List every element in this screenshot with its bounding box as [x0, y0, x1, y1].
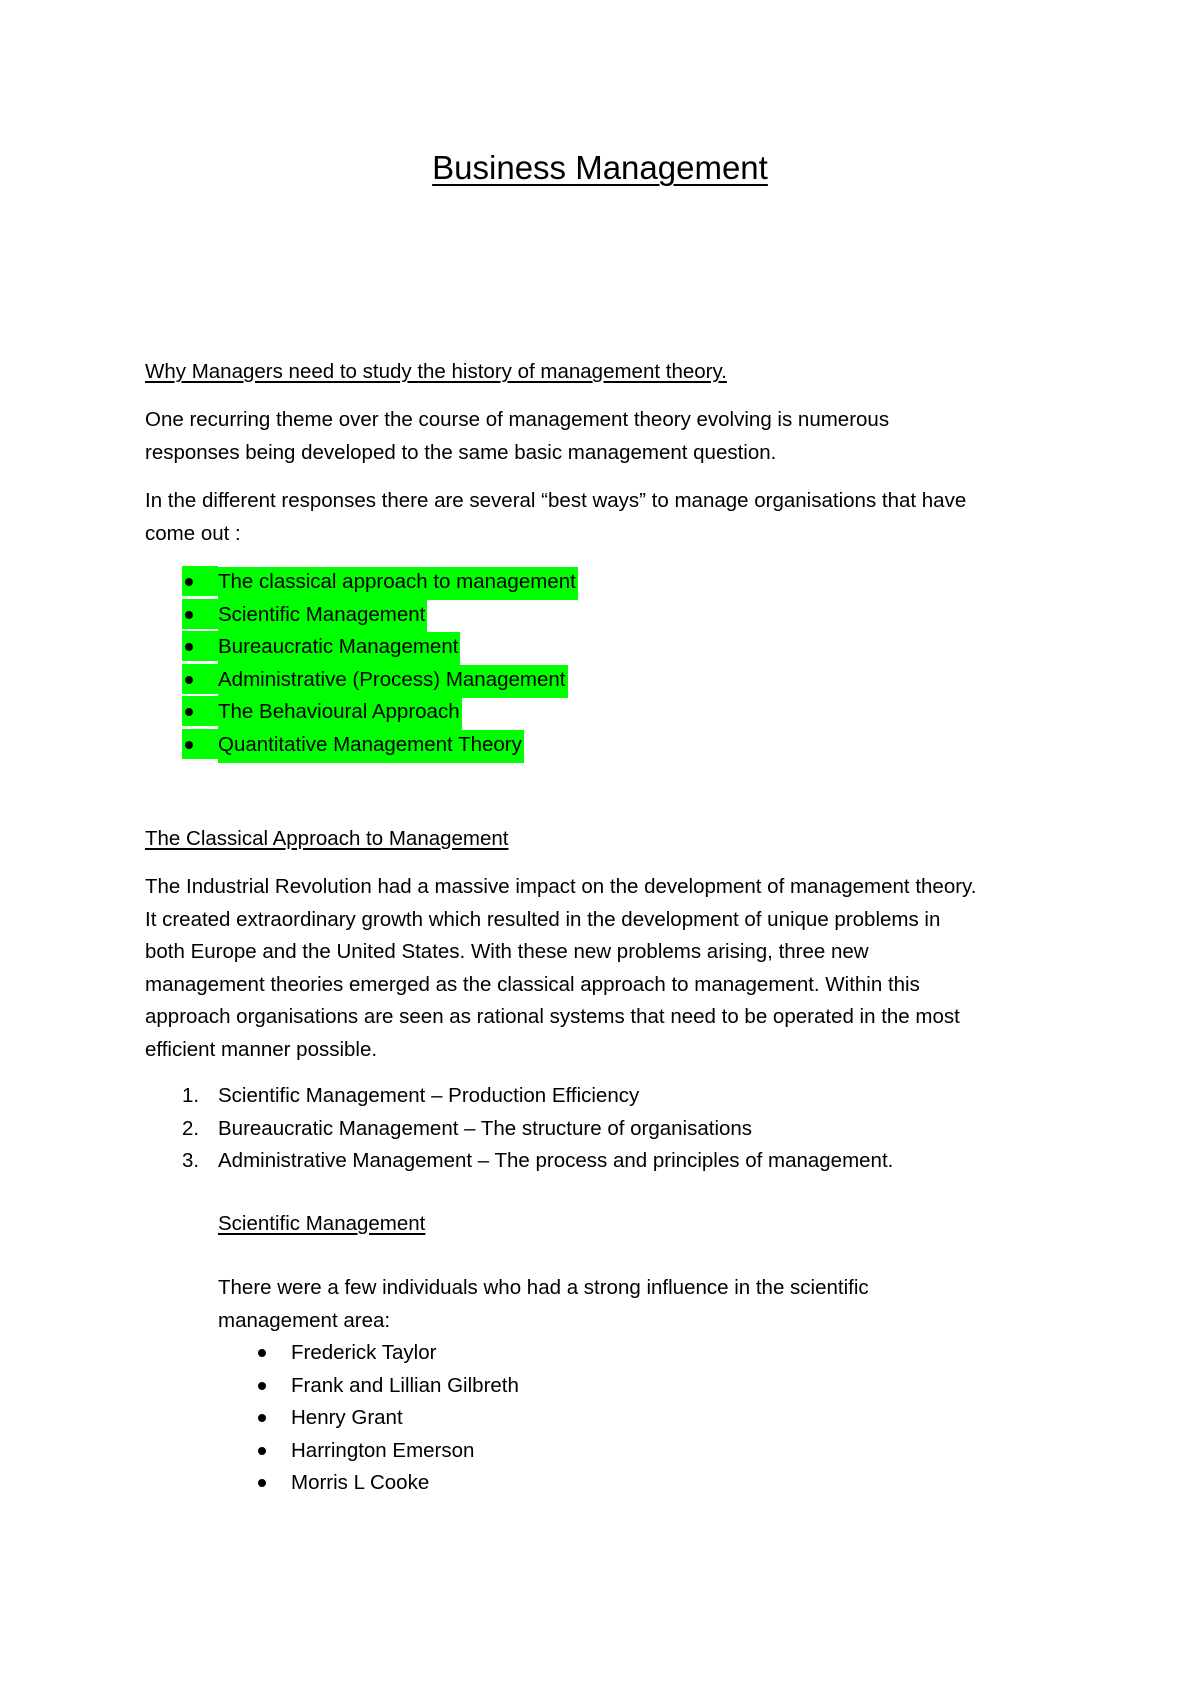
list-item: [145, 1080, 1065, 1113]
list-text: Scientific Management – Production Efficiency: [218, 1084, 640, 1107]
classical-theories-numbered-list: [145, 1080, 1065, 1178]
person-name: Frederick Taylor: [291, 1341, 437, 1364]
bullet-icon: [182, 696, 218, 726]
bullet-icon: [182, 729, 218, 759]
section-heading-why-study: Why Managers need to study the history of management theory.: [145, 360, 727, 383]
list-number: 3.: [182, 1149, 200, 1172]
paragraph-line: The Industrial Revolution had a massive impact on the development of management theory.: [145, 875, 977, 898]
list-item: [145, 1145, 1065, 1178]
highlighted-text: The classical approach to management: [218, 567, 578, 600]
section-heading-classical: The Classical Approach to Management: [145, 827, 509, 850]
list-item: [182, 599, 1065, 632]
paragraph-line: efficient manner possible.: [145, 1037, 378, 1061]
highlighted-text: Quantitative Management Theory: [218, 730, 524, 763]
list-number: 2.: [182, 1116, 200, 1140]
highlighted-text: Bureaucratic Management: [218, 632, 460, 665]
paragraph-line: both Europe and the United States. With these new problems arising, three new: [145, 940, 869, 963]
bullet-icon: [182, 631, 218, 661]
person-name: Harrington Emerson: [291, 1438, 475, 1462]
paragraph-line: In the different responses there are several “best ways” to manage organisations that have: [145, 489, 967, 512]
paragraph-best-ways: [145, 485, 1065, 550]
bullet-icon: [182, 599, 218, 629]
paragraph-line: management area:: [218, 1308, 391, 1332]
section-heading-scientific: Scientific Management: [218, 1212, 426, 1235]
highlighted-text: The Behavioural Approach: [218, 697, 462, 730]
scientific-management-people-list: [145, 1337, 1065, 1500]
list-item: [182, 696, 1065, 729]
list-item: [145, 1370, 1065, 1403]
paragraph-line: It created extraordinary growth which resulted in the development of unique problems in: [145, 907, 941, 931]
paragraph-line: There were a few individuals who had a strong influence in the scientific: [218, 1276, 869, 1299]
section-scientific-management: [145, 1208, 1138, 1241]
highlighted-approach-list: [145, 566, 1065, 761]
person-name: Frank and Lillian Gilbreth: [291, 1373, 519, 1397]
list-text: Bureaucratic Management – The structure of organisations: [218, 1116, 753, 1140]
paragraph-recurring-theme: [145, 404, 1065, 469]
bullet-icon: [255, 1370, 275, 1402]
person-name: Morris L Cooke: [291, 1471, 430, 1494]
paragraph-individuals-intro: [145, 1272, 1138, 1337]
highlighted-text: Administrative (Process) Management: [218, 665, 568, 698]
list-item: [182, 631, 1065, 664]
bullet-icon: [182, 566, 218, 596]
page-title: Business Management: [432, 149, 768, 186]
paragraph-line: approach organisations are seen as rational systems that need to be operated in the most: [145, 1005, 960, 1028]
section-classical-approach: [145, 823, 1065, 856]
paragraph-industrial-revolution: [145, 871, 1065, 1066]
list-item: [145, 1113, 1065, 1146]
paragraph-line: come out :: [145, 521, 241, 545]
bullet-icon: [255, 1467, 275, 1499]
paragraph-line: One recurring theme over the course of management theory evolving is numerous: [145, 408, 890, 431]
section-why-study-history: [145, 356, 1065, 389]
list-item: [182, 664, 1065, 697]
highlighted-text: Scientific Management: [218, 600, 427, 633]
bullet-icon: [182, 664, 218, 694]
bullet-icon: [255, 1337, 275, 1369]
bullet-icon: [255, 1402, 275, 1434]
list-item: [145, 1337, 1065, 1370]
list-text: Administrative Management – The process and principles of management.: [218, 1149, 894, 1172]
list-number: 1.: [182, 1084, 200, 1107]
list-item: [145, 1435, 1065, 1468]
list-item: [182, 566, 1065, 599]
list-item: [145, 1467, 1065, 1500]
list-item: [182, 729, 1065, 762]
paragraph-line: management theories emerged as the classical approach to management. Within this: [145, 972, 920, 996]
paragraph-line: responses being developed to the same basic management question.: [145, 440, 777, 464]
person-name: Henry Grant: [291, 1406, 403, 1429]
list-item: [145, 1402, 1065, 1435]
bullet-icon: [255, 1435, 275, 1467]
